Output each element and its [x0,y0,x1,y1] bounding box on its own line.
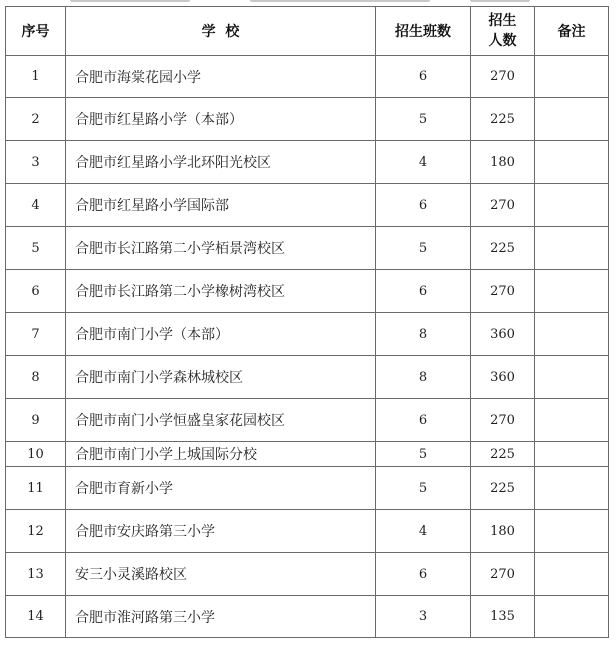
table-row [6,553,609,596]
row-index: 7 [6,313,66,356]
table-row [6,313,609,356]
table-row [6,399,609,442]
row-index: 8 [6,356,66,399]
row-school: 安三小灵溪路校区 [66,553,376,596]
table-row [6,356,609,399]
row-classes: 5 [376,467,471,510]
row-index: 2 [6,98,66,141]
row-classes: 5 [376,98,471,141]
row-notes [535,596,609,638]
row-school: 合肥市南门小学（本部） [66,313,376,356]
row-school: 合肥市南门小学森林城校区 [66,356,376,399]
row-school: 合肥市长江路第二小学栢景湾校区 [66,227,376,270]
row-index: 3 [6,141,66,184]
table-row [6,98,609,141]
row-classes: 5 [376,227,471,270]
row-index: 14 [6,596,66,638]
row-school: 合肥市红星路小学北环阳光校区 [66,141,376,184]
row-school: 合肥市红星路小学国际部 [66,184,376,227]
row-index: 13 [6,553,66,596]
row-students: 135 [471,596,535,638]
table-row [6,442,609,467]
row-index: 11 [6,467,66,510]
row-students: 360 [471,313,535,356]
row-index: 12 [6,510,66,553]
row-classes: 4 [376,141,471,184]
table-header-row [6,7,609,56]
row-notes [535,227,609,270]
row-classes: 6 [376,184,471,227]
row-notes [535,270,609,313]
row-classes: 6 [376,399,471,442]
row-students: 270 [471,553,535,596]
row-students: 270 [471,56,535,98]
row-classes: 5 [376,442,471,467]
row-notes [535,442,609,467]
row-students: 225 [471,227,535,270]
row-school: 合肥市育新小学 [66,467,376,510]
row-notes [535,399,609,442]
row-students: 180 [471,510,535,553]
table-row [6,467,609,510]
row-index: 6 [6,270,66,313]
row-index: 5 [6,227,66,270]
header-students [471,7,535,56]
row-classes: 6 [376,270,471,313]
row-students: 180 [471,141,535,184]
row-students: 360 [471,356,535,399]
row-notes [535,356,609,399]
row-notes [535,56,609,98]
table-row [6,141,609,184]
row-school: 合肥市南门小学上城国际分校 [66,442,376,467]
enrollment-table [5,6,609,638]
row-notes [535,98,609,141]
header-notes: 备注 [535,7,609,56]
row-index: 10 [6,442,66,467]
row-notes [535,184,609,227]
row-school: 合肥市海棠花园小学 [66,56,376,98]
row-notes [535,313,609,356]
header-school: 学 校 [66,7,376,56]
table-row [6,270,609,313]
row-classes: 6 [376,553,471,596]
row-school: 合肥市淮河路第三小学 [66,596,376,638]
table-row [6,510,609,553]
row-notes [535,510,609,553]
row-index: 4 [6,184,66,227]
header-classes: 招生班数 [376,7,471,56]
row-school: 合肥市南门小学恒盛皇家花园校区 [66,399,376,442]
row-index: 1 [6,56,66,98]
row-notes [535,553,609,596]
row-students: 225 [471,98,535,141]
row-classes: 8 [376,313,471,356]
row-classes: 6 [376,56,471,98]
table-row [6,596,609,638]
row-notes [535,467,609,510]
row-students: 225 [471,442,535,467]
header-index: 序号 [6,7,66,56]
header-students-text: 招生人数 [488,13,517,49]
row-school: 合肥市安庆路第三小学 [66,510,376,553]
table-row [6,184,609,227]
row-school: 合肥市长江路第二小学橡树湾校区 [66,270,376,313]
row-notes [535,141,609,184]
row-classes: 8 [376,356,471,399]
row-classes: 3 [376,596,471,638]
row-school: 合肥市红星路小学（本部） [66,98,376,141]
table-row [6,227,609,270]
row-students: 270 [471,399,535,442]
row-classes: 4 [376,510,471,553]
row-index: 9 [6,399,66,442]
row-students: 270 [471,184,535,227]
table-body [6,56,609,638]
row-students: 225 [471,467,535,510]
table-row [6,56,609,98]
row-students: 270 [471,270,535,313]
